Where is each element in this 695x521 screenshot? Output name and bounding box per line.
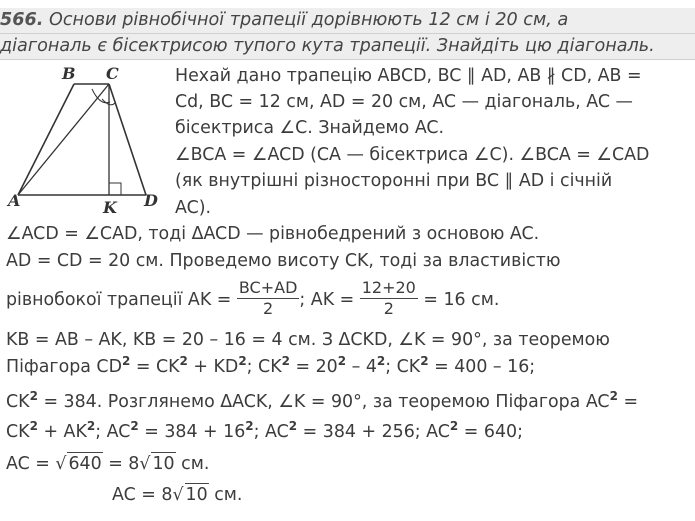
square-root: √ 10 bbox=[172, 485, 208, 505]
solution-line-3: бісектриса ∠C. Знайдемо AC. bbox=[175, 118, 445, 138]
superscript: 2 bbox=[238, 354, 247, 368]
ak-formula-result: = 16 см. bbox=[423, 290, 500, 310]
superscript: 2 bbox=[29, 419, 38, 433]
text-span: AC = bbox=[6, 454, 50, 474]
superscript: 2 bbox=[376, 354, 386, 368]
solution-line-7: ∠ACD = ∠CAD, тоді ΔACD — рівнобедрений з основою AC. bbox=[6, 224, 540, 244]
problem-header bbox=[0, 8, 695, 34]
text-span: Піфагора CD bbox=[6, 357, 122, 377]
radicand: 10 bbox=[152, 454, 175, 474]
problem-header-line2 bbox=[0, 34, 695, 60]
text-span: – 4 bbox=[346, 357, 377, 377]
solution-line-10: KB = AB – AK, KB = 20 – 16 = 4 см. З ΔCKD, ∠K = 90°, за теоремою bbox=[6, 330, 610, 350]
text-span: = 400 – 16; bbox=[428, 357, 536, 377]
text-span: = 384. Розглянемо ΔACK, ∠K = 90°, за теоремою Піфагора AC bbox=[37, 392, 610, 412]
text-span: = bbox=[617, 392, 639, 412]
text-span: = 20 bbox=[289, 357, 338, 377]
solution-line-4: ∠BCA = ∠ACD (CA — бісектриса ∠C). ∠BCA = ∠CAD bbox=[175, 145, 650, 165]
fraction-numerator: 12+20 bbox=[361, 277, 416, 297]
side-ab bbox=[18, 84, 74, 195]
fraction-numerator: BC+AD bbox=[238, 277, 298, 297]
text-span: ; CK bbox=[385, 357, 421, 377]
superscript: 2 bbox=[245, 419, 254, 433]
text-span: = CK bbox=[130, 357, 180, 377]
diagonal-ac bbox=[18, 84, 109, 195]
solution-line-15 bbox=[112, 483, 242, 506]
square-root: √ 640 bbox=[55, 454, 102, 474]
text-span: = 640; bbox=[458, 422, 523, 442]
label-b: B bbox=[62, 64, 76, 83]
text-span: + AK bbox=[37, 422, 87, 442]
superscript: 2 bbox=[86, 419, 96, 433]
fraction-12-20 bbox=[360, 278, 418, 319]
solution-line-5: (як внутрішні різносторонні при BC ∥ AD і січній bbox=[175, 171, 613, 191]
fraction-denominator: 2 bbox=[383, 298, 394, 318]
side-cd bbox=[109, 84, 146, 195]
problem-number: 566. bbox=[0, 10, 44, 30]
text-span: = 8 bbox=[108, 454, 140, 474]
label-a: A bbox=[8, 191, 21, 210]
solution-line-2: Cd, BC = 12 см, AD = 20 см, AC — діагональ, AC — bbox=[175, 92, 633, 112]
superscript: 2 bbox=[609, 389, 618, 403]
label-k: K bbox=[103, 198, 117, 217]
text-span: ; AC bbox=[95, 422, 131, 442]
problem-text-line1: Основи рівнобічної трапеції дорівнюють 12 см і 20 см, а bbox=[49, 10, 569, 30]
text-span: ; AC bbox=[253, 422, 289, 442]
solution-line-14 bbox=[6, 452, 209, 475]
solution-line-6: AC). bbox=[175, 198, 212, 218]
fraction-denominator: 2 bbox=[263, 298, 274, 318]
radicand: 640 bbox=[68, 454, 102, 474]
solution-line-9 bbox=[6, 278, 499, 322]
text-span: ; CK bbox=[246, 357, 282, 377]
label-d: D bbox=[144, 191, 158, 210]
superscript: 2 bbox=[130, 419, 139, 433]
trapezoid-figure bbox=[2, 62, 172, 222]
solution-line-1: Нехай дано трапецію ABCD, BC ∥ AD, AB ∦ CD, AB = bbox=[175, 66, 642, 86]
text-span: CK bbox=[6, 422, 30, 442]
superscript: 2 bbox=[420, 354, 429, 368]
solution-line-11 bbox=[6, 356, 535, 378]
right-angle-mark bbox=[109, 183, 121, 195]
superscript: 2 bbox=[288, 419, 298, 433]
solution-line-13 bbox=[6, 421, 523, 443]
superscript: 2 bbox=[29, 389, 38, 403]
text-span: см. bbox=[181, 454, 210, 474]
square-root: √ 10 bbox=[139, 454, 175, 474]
ak-formula-mid: ; AK = bbox=[299, 290, 355, 310]
ak-formula-prefix: рівнобокої трапеції AK = bbox=[6, 290, 232, 310]
fraction-bc-ad bbox=[237, 278, 300, 319]
superscript: 2 bbox=[337, 354, 347, 368]
text-span: AC = 8 bbox=[112, 485, 173, 505]
radicand: 10 bbox=[185, 485, 208, 505]
solution-line-12 bbox=[6, 391, 638, 413]
text-span: = 384 + 16 bbox=[138, 422, 246, 442]
text-span: = 384 + 256; AC bbox=[297, 422, 450, 442]
superscript: 2 bbox=[449, 419, 459, 433]
text-span: + KD bbox=[187, 357, 239, 377]
text-span: см. bbox=[214, 485, 243, 505]
text-span: CK bbox=[6, 392, 30, 412]
superscript: 2 bbox=[179, 354, 188, 368]
superscript: 2 bbox=[281, 354, 290, 368]
solution-line-8: AD = CD = 20 см. Проведемо висоту CK, тоді за властивістю bbox=[6, 251, 561, 271]
problem-text-line2: діагональ є бісектрисою тупого кута трапеції. Знайдіть цю діагональ. bbox=[0, 36, 655, 56]
superscript: 2 bbox=[121, 354, 131, 368]
label-c: C bbox=[106, 64, 119, 83]
